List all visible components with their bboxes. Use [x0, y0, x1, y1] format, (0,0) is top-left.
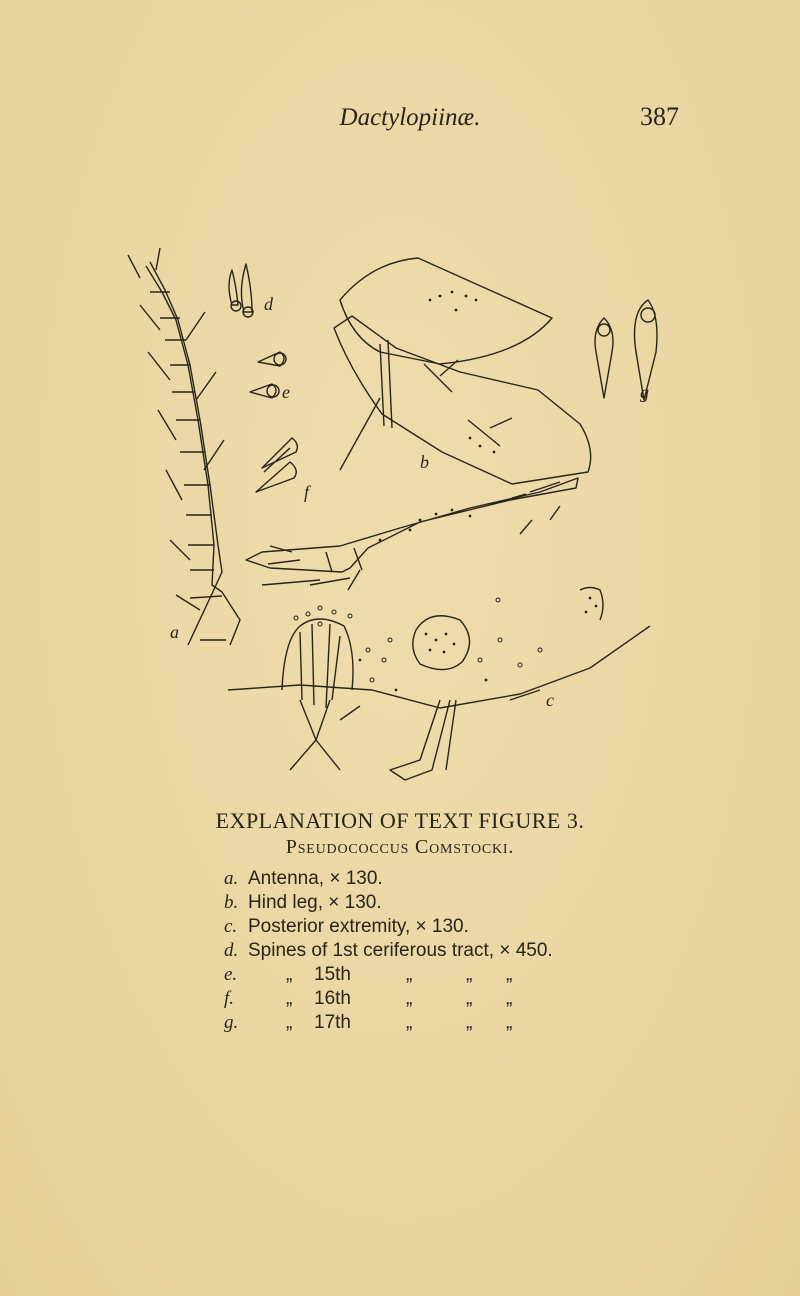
running-title: Dactylopiinæ. — [339, 104, 481, 131]
ditto-mark: „ — [286, 988, 293, 1009]
legend-entry-b — [224, 891, 644, 915]
legend-letter: b. — [224, 892, 239, 913]
label-g: g — [640, 382, 649, 402]
tract-number: 15th — [314, 964, 351, 985]
spines-f-drawing — [256, 438, 297, 492]
legend-text: Spines of 1st ceriferous tract, × 450. — [248, 940, 553, 961]
label-b: b — [420, 452, 429, 472]
legend-entry-f — [224, 987, 644, 1011]
legend-text: Antenna, × 130. — [248, 868, 383, 889]
tract-number: 16th — [314, 988, 351, 1009]
legend-letter: g. — [224, 1012, 239, 1033]
legend-letter: e. — [224, 964, 238, 985]
label-e: e — [282, 382, 290, 402]
label-d: d — [264, 294, 273, 314]
legend-text: Posterior extremity, × 130. — [248, 916, 469, 937]
ditto-mark: „ — [506, 988, 513, 1009]
legend-letter: f. — [224, 988, 235, 1009]
ditto-mark: „ — [286, 964, 293, 985]
page-number: 387 — [640, 102, 679, 131]
label-f: f — [304, 482, 310, 502]
tract-number: 17th — [314, 1012, 351, 1033]
text-figure-3 — [0, 235, 800, 795]
ditto-mark: „ — [466, 1012, 473, 1033]
spines-d-drawing — [229, 264, 253, 317]
antenna-drawing — [128, 248, 240, 645]
legend-entry-a — [224, 867, 644, 891]
legend-letter: d. — [224, 940, 239, 961]
ditto-mark: „ — [406, 1012, 413, 1033]
ditto-mark: „ — [466, 988, 473, 1009]
legend-letter: c. — [224, 916, 238, 937]
ditto-mark: „ — [286, 1012, 293, 1033]
ditto-mark: „ — [506, 1012, 513, 1033]
ditto-mark: „ — [406, 964, 413, 985]
explanation-heading: EXPLANATION OF TEXT FIGURE 3. — [215, 808, 585, 833]
posterior-extremity-drawing — [228, 588, 650, 781]
ditto-mark: „ — [466, 964, 473, 985]
legend-letter: a. — [224, 868, 239, 889]
spines-e-drawing — [250, 352, 286, 398]
legend-entry-c — [224, 915, 644, 939]
legend-entry-g — [224, 1011, 644, 1035]
ditto-mark: „ — [406, 988, 413, 1009]
species-name: Pseudococcus Comstocki. — [285, 836, 515, 858]
legend-text: Hind leg, × 130. — [248, 892, 382, 913]
label-a: a — [170, 622, 179, 642]
legend-entry-e — [224, 963, 644, 987]
hind-leg-drawing — [246, 258, 591, 590]
ditto-mark: „ — [506, 964, 513, 985]
label-c: c — [546, 690, 554, 710]
figure-legend — [224, 867, 644, 1035]
legend-entry-d — [224, 939, 644, 963]
